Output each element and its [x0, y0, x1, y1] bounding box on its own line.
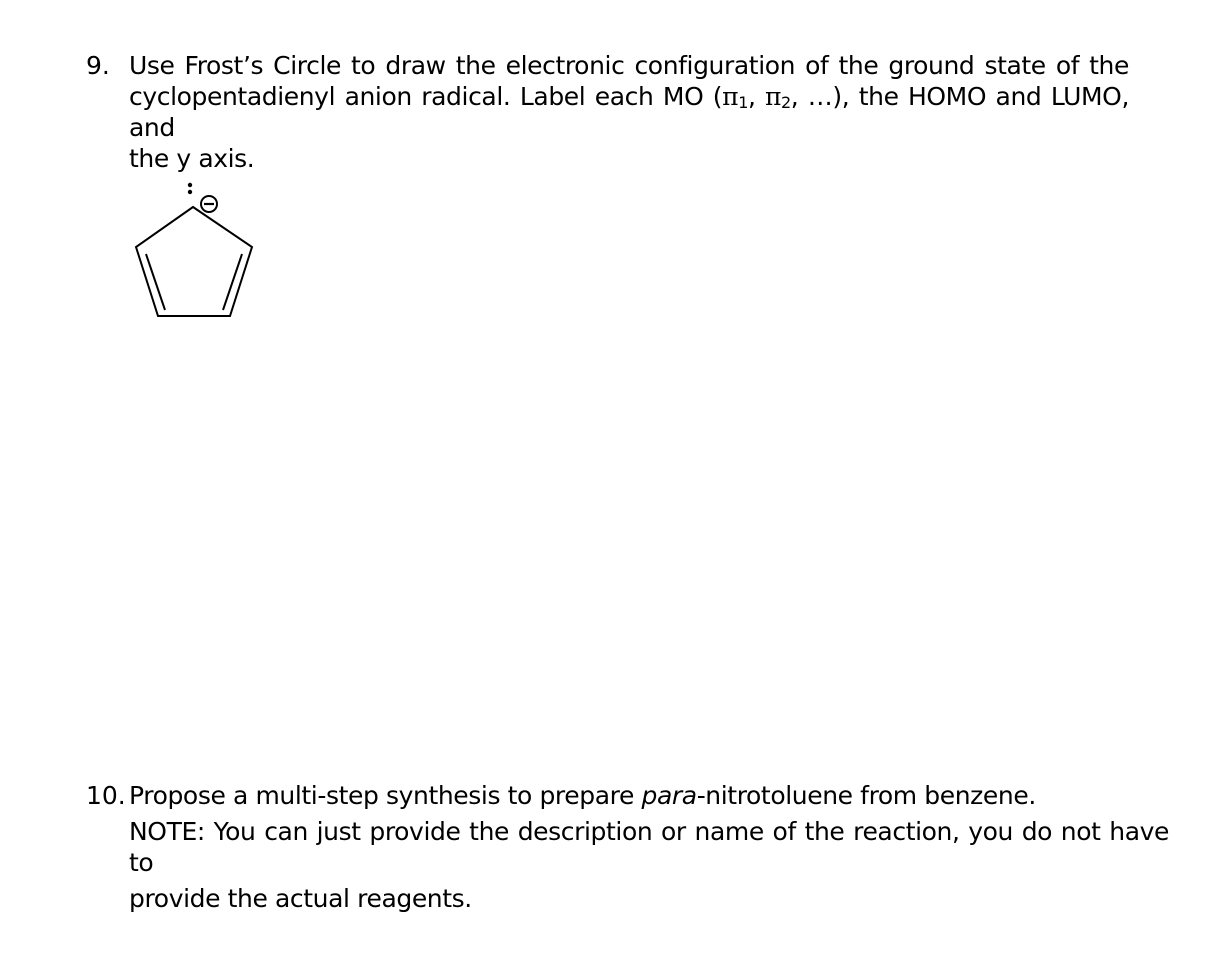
double-bond-left	[146, 254, 165, 310]
question-10-line-1-start: Propose a multi-step synthesis to prepare	[129, 781, 642, 810]
question-9-text	[129, 50, 1129, 174]
pi-symbol: π	[764, 82, 781, 111]
question-10-note: NOTE: You can just provide the description or name of the reaction, you do not have to	[129, 817, 1169, 877]
pi-symbol: π	[722, 82, 739, 111]
double-bond-right	[223, 254, 242, 310]
question-9-line-2-start: cyclopentadienyl anion radical. Label each MO (	[129, 82, 723, 111]
lone-pair-dot	[188, 190, 192, 194]
pi-subscript-2: 2	[781, 93, 791, 112]
question-10-number: 10.	[86, 781, 126, 810]
question-9-number: 9.	[86, 51, 110, 80]
para-italic: para	[641, 781, 697, 810]
question-9-line-2	[129, 81, 1129, 143]
question-10-line-1-end: -nitrotoluene from benzene.	[696, 781, 1036, 810]
negative-charge-icon	[201, 196, 217, 212]
pi-subscript-1: 1	[738, 93, 748, 112]
mo-separator: ,	[747, 82, 765, 111]
question-10-text	[129, 780, 1169, 914]
question-10-line-3: provide the actual reagents.	[129, 884, 472, 913]
cyclopentadiene-ring	[136, 207, 252, 316]
question-10-line-1	[129, 780, 1169, 811]
cyclopentadienyl-anion-structure	[125, 178, 265, 323]
question-9-line-2-end: , …), the HOMO and LUMO, and	[129, 82, 1130, 142]
question-9-line-1: Use Frost’s Circle to draw the electronic configuration of the ground state of the	[129, 51, 1129, 80]
lone-pair-dot	[188, 183, 192, 187]
question-9-line-3: the y axis.	[129, 144, 255, 173]
